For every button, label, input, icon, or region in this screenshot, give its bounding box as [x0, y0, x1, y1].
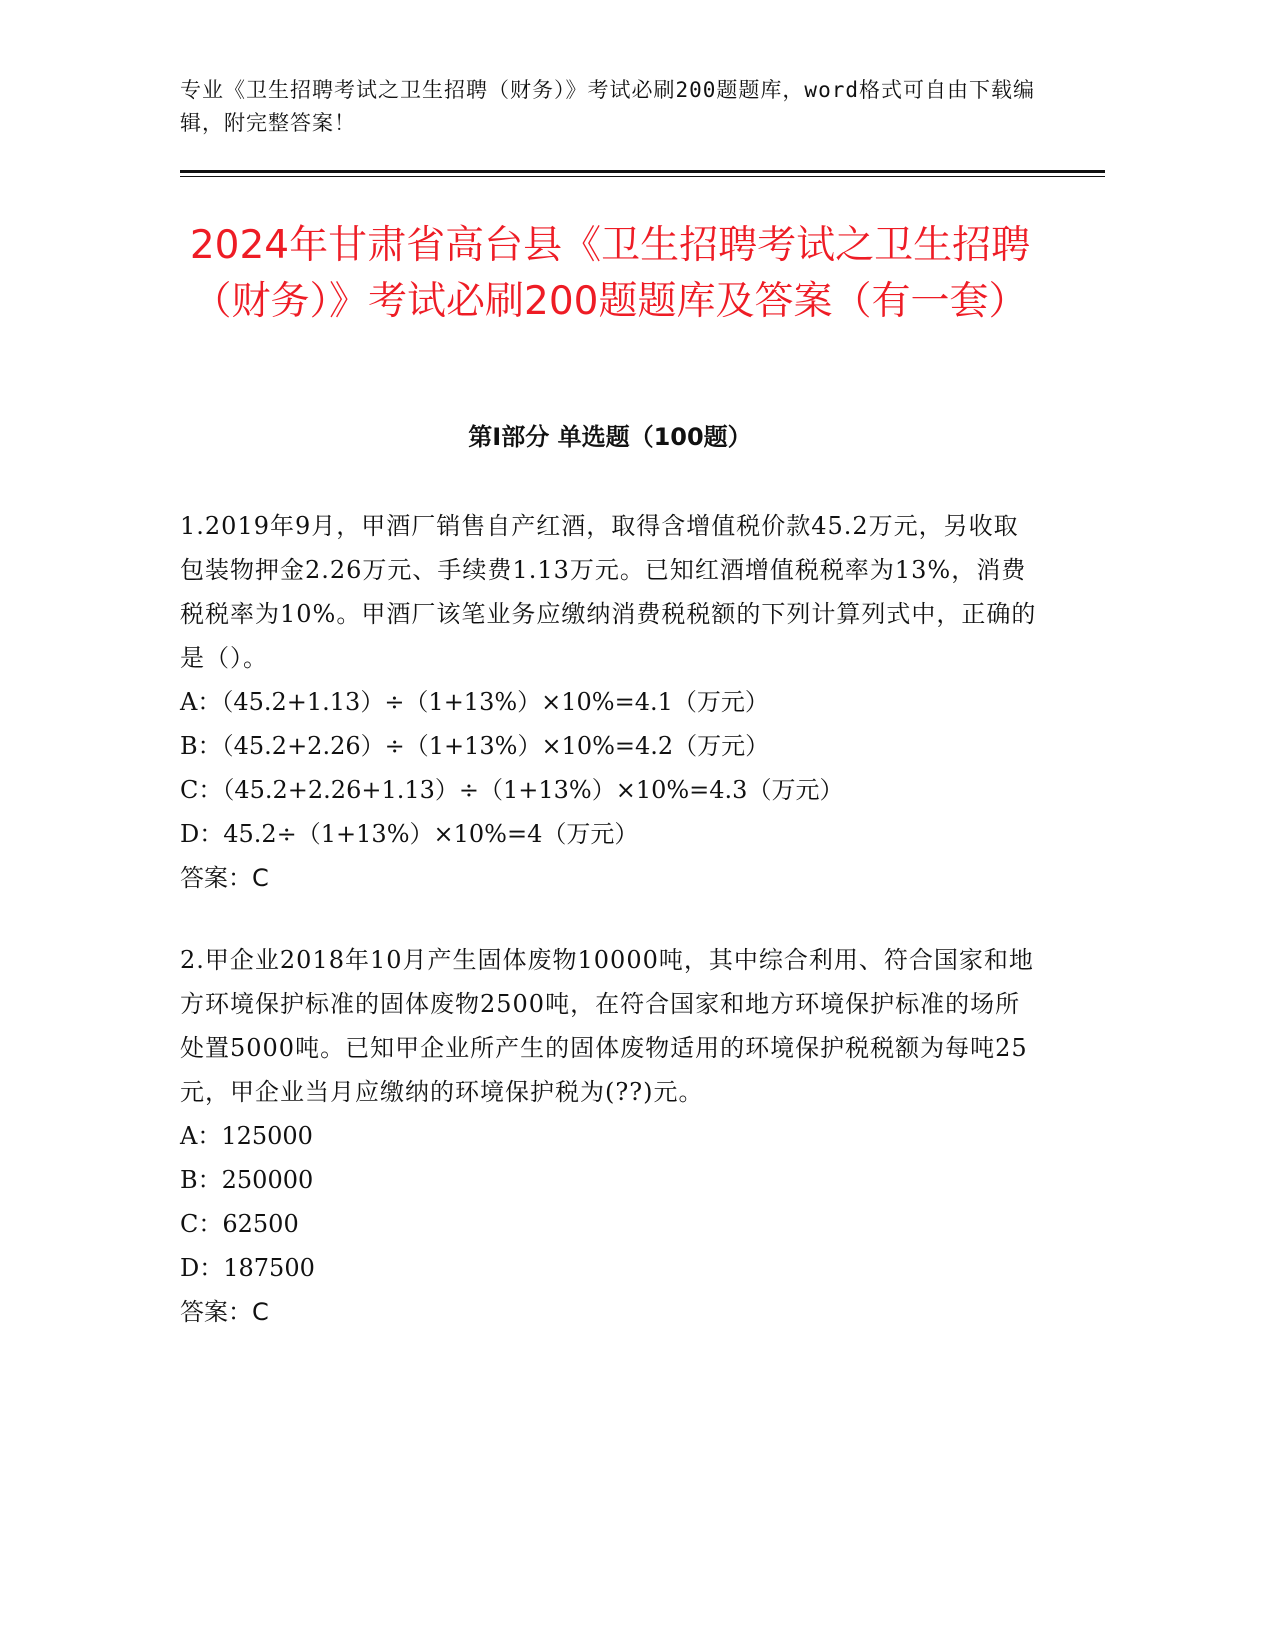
option-c: C：（45.2+2.26+1.13）÷（1+13%）×10%=4.3（万元） [180, 776, 844, 804]
question-stem: 2.甲企业2018年10月产生固体废物10000吨，其中综合利用、符合国家和地方环境保护标准的固体废物2500吨，在符合国家和地方环境保护标准的场所处置5000吨。已知甲企业所产生的固体废物适用的环境保护税税额为每吨25元，甲企业当月应缴纳的环境保护税为(??)元。 [180, 946, 1034, 1106]
section-title: 第I部分 单选题（100题） [468, 423, 752, 451]
question-answer: 答案：C [180, 1298, 269, 1326]
header-divider-thin [180, 176, 1105, 177]
header-divider-thick [180, 170, 1105, 173]
question-1 [180, 504, 1040, 900]
document-header-note: 专业《卫生招聘考试之卫生招聘（财务）》考试必刷200题题库，word格式可自由下载编辑，附完整答案！ [180, 78, 1035, 135]
document-title: 2024年甘肃省高台县《卫生招聘考试之卫生招聘（财务）》考试必刷200题题库及答案（有一套） [189, 223, 1031, 324]
option-a: A：（45.2+1.13）÷（1+13%）×10%=4.1（万元） [180, 688, 769, 716]
option-d: D：45.2÷（1+13%）×10%=4（万元） [180, 820, 639, 848]
option-c: C：62500 [180, 1210, 299, 1238]
option-b: B：250000 [180, 1166, 314, 1194]
option-b: B：（45.2+2.26）÷（1+13%）×10%=4.2（万元） [180, 732, 770, 760]
question-2 [180, 938, 1040, 1334]
option-d: D：187500 [180, 1254, 315, 1282]
option-a: A：125000 [180, 1122, 313, 1150]
question-stem: 1.2019年9月，甲酒厂销售自产红酒，取得含增值税价款45.2万元，另收取包装物押金2.26万元、手续费1.13万元。已知红酒增值税税率为13%，消费税税率为10%。甲酒厂该笔业务应缴纳消费税税额的下列计算列式中，正确的是（）。 [180, 512, 1037, 672]
question-answer: 答案：C [180, 864, 269, 892]
